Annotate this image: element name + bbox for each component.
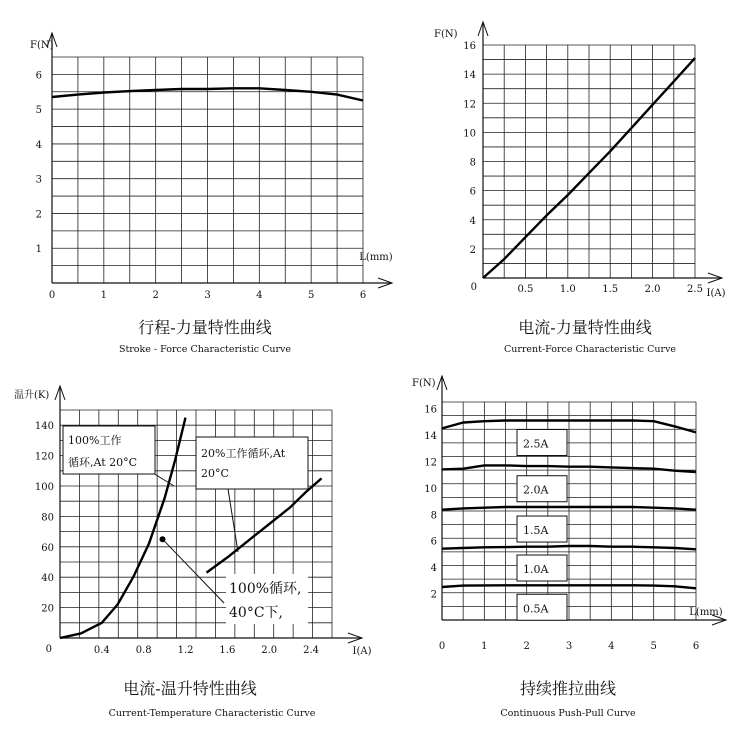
y-tick-label: 8 [430, 510, 437, 522]
x-tick-label: 4 [256, 290, 263, 301]
x-tick-label: 0 [48, 290, 56, 301]
caption-current-force-en: Current-Force Characteristic Curve [503, 344, 677, 355]
x-tick-label: 0 [438, 641, 446, 652]
annotation-100pct-40c-line2: 40°C下, [229, 605, 283, 621]
x-tick-label: 2.0 [261, 645, 278, 656]
series-line [207, 478, 322, 572]
series-label: 2.5A [523, 437, 549, 451]
caption-current-temperature-en: Current-Temperature Characteristic Curve [108, 708, 316, 719]
y-tick-label: 12 [424, 457, 437, 469]
x-tick-label: 1 [100, 290, 108, 301]
annotation-100pct-40c [226, 574, 308, 624]
x-axis-label: I(A) [706, 288, 726, 299]
annotation-20pct-20c [196, 437, 308, 489]
x-tick-label: 3 [204, 290, 211, 301]
annotation-100pct-20c-line2: 循环,At 20°C [68, 456, 138, 469]
y-tick-label: 2 [469, 244, 476, 256]
y-tick-label: 2 [430, 589, 437, 601]
caption-current-temperature-cn: 电流-温升特性曲线 [123, 679, 257, 698]
x-tick-label: 6 [359, 290, 367, 301]
origin-label: 0 [45, 644, 52, 655]
y-tick-label: 10 [463, 128, 476, 140]
y-tick-label: 4 [430, 563, 437, 575]
y-tick-label: 4 [469, 215, 476, 227]
y-tick-label: 10 [424, 483, 437, 495]
y-tick-label: 16 [463, 41, 476, 52]
y-tick-label: 6 [430, 536, 437, 548]
y-tick-label: 80 [41, 512, 54, 524]
x-tick-label: 1.6 [219, 645, 236, 656]
annotation-100pct-20c [63, 426, 155, 474]
y-tick-label: 2 [35, 209, 42, 221]
x-tick-label: 5 [650, 641, 657, 652]
x-tick-label: 5 [307, 290, 315, 301]
x-tick-label: 1.0 [559, 284, 576, 295]
y-tick-label: 20 [41, 603, 54, 615]
y-axis-label: F(N) [412, 378, 436, 389]
series-label: 1.5A [523, 524, 549, 538]
caption-stroke-force-cn: 行程-力量特性曲线 [138, 318, 272, 337]
y-axis-label: 温升(K) [14, 390, 50, 401]
y-tick-label: 4 [35, 139, 42, 151]
x-tick-label: 2 [523, 641, 530, 652]
continuous-push-pull-chart [412, 376, 726, 652]
y-tick-label: 1 [35, 244, 42, 256]
grid [483, 45, 695, 278]
y-tick-label: 6 [469, 186, 476, 198]
y-tick-label: 60 [41, 542, 54, 554]
x-tick-label: 2.4 [303, 645, 320, 656]
y-tick-label: 40 [41, 573, 54, 585]
y-tick-label: 12 [463, 99, 476, 111]
annotation-20pct-20c-line2: 20°C [201, 467, 229, 480]
x-tick-label: 6 [692, 641, 700, 652]
x-tick-label: 4 [608, 641, 615, 652]
caption-push-pull-cn: 持续推拉曲线 [519, 679, 617, 698]
y-tick-label: 100 [34, 482, 54, 493]
y-tick-label: 16 [424, 404, 437, 416]
annotation-leader [163, 539, 224, 603]
x-axis-label: L(mm) [359, 252, 393, 263]
origin-label: 0 [470, 282, 477, 293]
x-tick-label: 2.0 [644, 284, 661, 295]
grid [52, 57, 363, 283]
y-tick-label: 14 [424, 431, 437, 443]
grid [442, 402, 696, 620]
y-axis-label: F(N) [30, 40, 54, 51]
x-tick-label: 0.4 [93, 645, 110, 656]
current-force-chart [434, 22, 726, 299]
stroke-force-chart [30, 33, 393, 301]
series-label: 0.5A [523, 602, 549, 616]
x-tick-label: 1.2 [177, 645, 194, 656]
x-tick-label: 1.5 [602, 284, 619, 295]
x-axis-label: I(A) [352, 646, 372, 657]
y-tick-label: 120 [34, 451, 54, 463]
y-tick-label: 140 [34, 421, 54, 433]
x-tick-label: 3 [565, 641, 573, 652]
y-tick-label: 6 [35, 70, 42, 82]
x-tick-label: 2.5 [687, 284, 703, 295]
y-tick-label: 5 [35, 105, 42, 117]
annotation-20pct-20c-line1: 20%工作循环,At [201, 447, 286, 460]
caption-current-force-cn: 电流-力量特性曲线 [518, 318, 652, 337]
y-tick-label: 8 [469, 157, 476, 169]
x-axis-label: L(mm) [689, 607, 723, 618]
y-tick-label: 14 [463, 70, 476, 82]
y-tick-label: 3 [35, 174, 42, 186]
caption-stroke-force-en: Stroke - Force Characteristic Curve [118, 344, 292, 355]
series-label: 1.0A [523, 563, 549, 577]
x-tick-label: 0.8 [135, 645, 152, 656]
annotation-100pct-20c-line1: 100%工作 [68, 434, 122, 447]
caption-push-pull-en: Continuous Push-Pull Curve [500, 708, 636, 719]
series-label: 2.0A [523, 483, 549, 497]
annotation-leader [228, 489, 238, 552]
annotation-100pct-40c-line1: 100%循环, [229, 581, 302, 597]
x-tick-label: 1 [481, 641, 488, 652]
y-axis-label: F(N) [434, 29, 458, 40]
x-tick-label: 2 [152, 290, 159, 301]
x-tick-label: 0.5 [517, 284, 534, 295]
